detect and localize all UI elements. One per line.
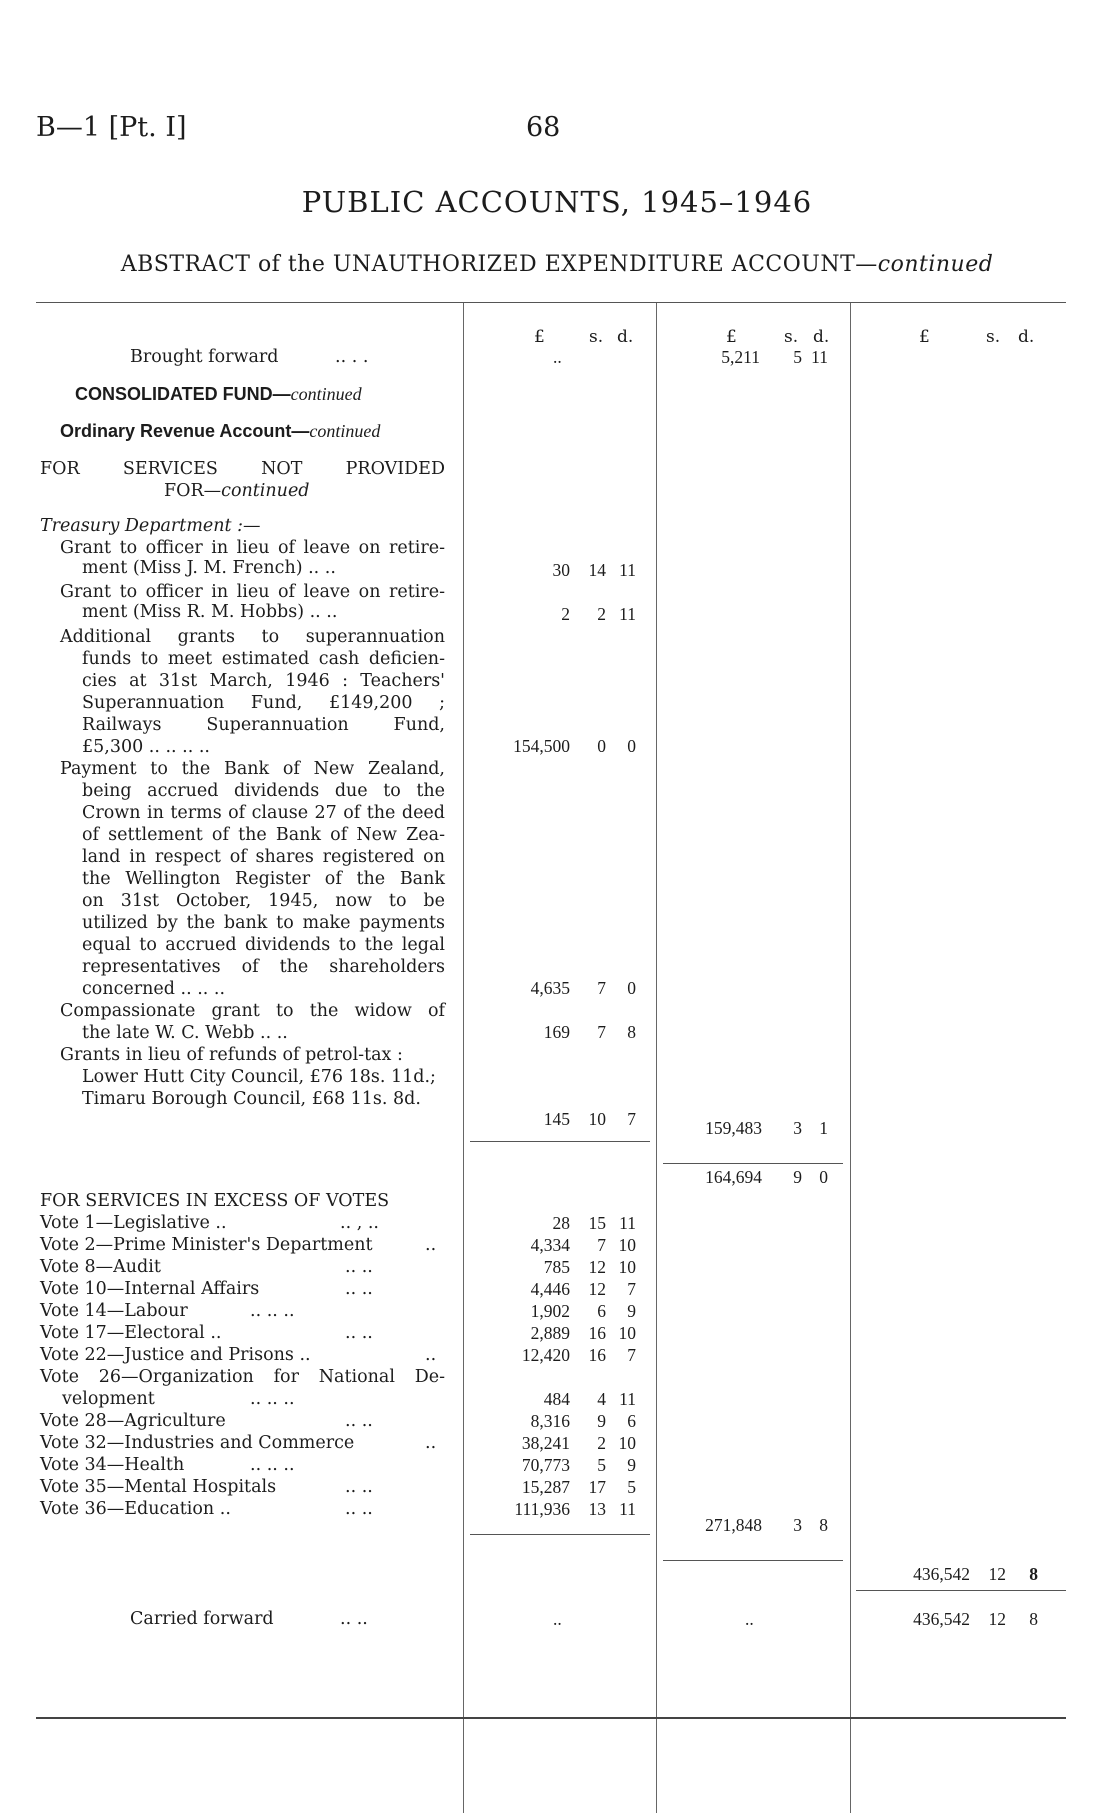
subtitle-main: ABSTRACT of the UNAUTHORIZED EXPENDITURE ACCOUNT— <box>120 252 878 277</box>
vote-total-sum-rule <box>663 1560 843 1561</box>
carried-forward-pence: 8 <box>1029 1609 1038 1629</box>
votes-total-shillings: 3 <box>793 1515 802 1535</box>
fund-heading <box>75 384 362 405</box>
carried-forward-leader: .. .. <box>340 1609 368 1629</box>
col1-pound-header: £ <box>534 327 545 347</box>
item-line: being accrued dividends due to the <box>82 781 445 801</box>
amount-pence: 7 <box>627 1279 636 1299</box>
amount-pence: 9 <box>627 1301 636 1321</box>
amount-pence: 0 <box>627 736 636 756</box>
amount-pence: 7 <box>627 1345 636 1365</box>
vote-label: Vote 1—Legislative .. <box>40 1213 227 1233</box>
item-line: the late W. C. Webb .. .. <box>82 1023 288 1043</box>
item-line: Crown in terms of clause 27 of the deed <box>82 803 445 823</box>
vote-leader: .. .. .. <box>250 1301 295 1321</box>
grand-total-pounds: 436,542 <box>913 1564 970 1584</box>
amount-shillings: 12 <box>588 1257 606 1277</box>
vote-leader: .. <box>425 1433 437 1453</box>
vote-label: Vote 34—Health <box>40 1455 185 1475</box>
vote-label: Vote 35—Mental Hospitals <box>40 1477 277 1497</box>
votes-sum-rule <box>470 1534 650 1535</box>
vote-label: Vote 28—Agriculture <box>40 1411 226 1431</box>
item-line: land in respect of shares registered on <box>82 847 445 867</box>
vote-leader: .. .. <box>345 1279 373 1299</box>
list-item <box>60 1044 445 1110</box>
amount-pence: 11 <box>619 1213 636 1233</box>
column-divider-2 <box>656 303 657 1813</box>
amount-pence: 11 <box>619 604 636 624</box>
amount-pence: 10 <box>618 1323 636 1343</box>
amount-pence: 5 <box>627 1477 636 1497</box>
item-line: Additional grants to superannuation <box>60 627 445 647</box>
amount-shillings: 6 <box>597 1301 606 1321</box>
account-heading-italic: continued <box>309 421 381 441</box>
list-item <box>60 582 445 622</box>
list-item <box>60 758 445 1000</box>
vote-label: Vote 17—Electoral .. <box>40 1323 222 1343</box>
fund-heading-text: CONSOLIDATED FUND— <box>75 384 291 404</box>
item-line: Grant to officer in lieu of leave on retire- <box>60 538 445 558</box>
services-heading-italic: continued <box>221 481 310 501</box>
amount-shillings: 7 <box>597 1022 606 1042</box>
amount-pence: 6 <box>627 1411 636 1431</box>
brought-forward-pounds: 5,211 <box>721 347 760 367</box>
item-line: representatives of the shareholders <box>82 957 445 977</box>
not-provided-total-pence: 0 <box>819 1167 828 1187</box>
grand-total-shillings: 12 <box>988 1564 1006 1584</box>
amount-shillings: 2 <box>597 604 606 624</box>
vote-leader: .. <box>425 1235 437 1255</box>
vote-leader: .. .. <box>345 1257 373 1277</box>
vote-leader: .. .. .. <box>250 1389 295 1409</box>
not-provided-sum-rule <box>663 1163 843 1164</box>
vote-label: Vote 2—Prime Minister's Department <box>40 1235 373 1255</box>
top-rule <box>36 302 1066 303</box>
brought-forward-leader: .. . . <box>335 347 369 367</box>
item-line: cies at 31st March, 1946 : Teachers' <box>82 671 445 691</box>
vote-leader: .. <box>425 1345 437 1365</box>
not-provided-total-shillings: 9 <box>793 1167 802 1187</box>
item-line: Timaru Borough Council, £68 11s. 8d. <box>82 1089 421 1109</box>
amount-pounds: 4,635 <box>530 978 570 998</box>
amount-pence: 11 <box>619 1499 636 1519</box>
item-line: £5,300 .. .. .. .. <box>82 737 210 757</box>
amount-pounds: 154,500 <box>513 736 570 756</box>
page-title: PUBLIC ACCOUNTS, 1945–1946 <box>301 185 813 219</box>
list-item <box>60 538 445 578</box>
item-line: of settlement of the Bank of New Zea- <box>82 825 445 845</box>
amount-pence: 11 <box>619 560 636 580</box>
grand-total-pence: 8 <box>1029 1564 1038 1584</box>
amount-pence: 10 <box>618 1433 636 1453</box>
col1-pence-header: d. <box>617 327 634 347</box>
amount-pounds: 4,446 <box>530 1279 570 1299</box>
item-line: Grants in lieu of refunds of petrol-tax : <box>60 1045 403 1065</box>
amount-pence: 9 <box>627 1455 636 1475</box>
col3-pence-header: d. <box>1018 327 1035 347</box>
item-line: utilized by the bank to make payments <box>82 913 445 933</box>
vote-leader: .. .. <box>345 1411 373 1431</box>
amount-shillings: 14 <box>588 560 606 580</box>
amount-shillings: 2 <box>597 1433 606 1453</box>
vote-leader: .. , .. <box>340 1213 379 1233</box>
amount-pounds: 484 <box>543 1389 570 1409</box>
document-reference: B—1 [Pt. I] <box>36 112 187 143</box>
amount-shillings: 12 <box>588 1279 606 1299</box>
treasury-total-pounds: 159,483 <box>705 1118 762 1138</box>
col2-pence-header: d. <box>813 327 830 347</box>
amount-pounds: 30 <box>552 560 570 580</box>
amount-shillings: 10 <box>588 1109 606 1129</box>
vote-leader: .. .. .. <box>250 1455 295 1475</box>
not-provided-total-pounds: 164,694 <box>705 1167 762 1187</box>
amount-shillings: 5 <box>597 1455 606 1475</box>
treasury-total-pence: 1 <box>819 1118 828 1138</box>
col3-pound-header: £ <box>919 327 930 347</box>
amount-shillings: 16 <box>588 1345 606 1365</box>
item-line: ment (Miss R. M. Hobbs) .. .. <box>82 602 338 622</box>
vote-label: Vote 36—Education .. <box>40 1499 231 1519</box>
item-line: ment (Miss J. M. French) .. .. <box>82 558 336 578</box>
amount-pounds: 111,936 <box>514 1499 570 1519</box>
page-number: 68 <box>526 112 561 143</box>
amount-pounds: 785 <box>543 1257 570 1277</box>
amount-pounds: 8,316 <box>530 1411 570 1431</box>
amount-pounds: 12,420 <box>521 1345 570 1365</box>
amount-pounds: 145 <box>543 1109 570 1129</box>
department-heading: Treasury Department :— <box>40 516 261 536</box>
amount-shillings: 17 <box>588 1477 606 1497</box>
amount-pounds: 169 <box>543 1022 570 1042</box>
bottom-rule <box>36 1717 1066 1719</box>
col1-shilling-header: s. <box>589 327 604 347</box>
amount-pounds: 1,902 <box>530 1301 570 1321</box>
amount-shillings: 7 <box>597 978 606 998</box>
account-heading <box>60 421 380 442</box>
brought-forward-shillings: 5 <box>793 347 802 367</box>
item-line: concerned .. .. .. <box>82 979 226 999</box>
list-item <box>60 1000 445 1044</box>
brought-forward-pence: 11 <box>811 347 828 367</box>
vote-leader: .. .. <box>345 1499 373 1519</box>
amount-pounds: 28 <box>552 1213 570 1233</box>
vote-label: Vote 22—Justice and Prisons .. <box>40 1345 311 1365</box>
list-item <box>60 626 445 758</box>
amount-pounds: 15,287 <box>521 1477 570 1497</box>
amount-pence: 0 <box>627 978 636 998</box>
treasury-sum-rule <box>470 1141 650 1142</box>
services-heading-for: FOR— <box>164 481 222 501</box>
item-line: Lower Hutt City Council, £76 18s. 11d.; <box>82 1067 436 1087</box>
amount-pence: 10 <box>618 1235 636 1255</box>
item-line: Grant to officer in lieu of leave on retire- <box>60 582 445 602</box>
amount-shillings: 16 <box>588 1323 606 1343</box>
item-line: Superannuation Fund, £149,200 ; <box>82 693 445 713</box>
account-heading-text: Ordinary Revenue Account— <box>60 421 310 441</box>
item-line: the Wellington Register of the Bank <box>82 869 445 889</box>
column-divider-1 <box>463 303 464 1813</box>
votes-total-pounds: 271,848 <box>705 1515 762 1535</box>
amount-pounds: 38,241 <box>521 1433 570 1453</box>
amount-pounds: 70,773 <box>521 1455 570 1475</box>
vote-label: Vote 10—Internal Affairs <box>40 1279 260 1299</box>
vote-label: Vote 14—Labour <box>40 1301 188 1321</box>
carried-forward-pounds: 436,542 <box>913 1609 970 1629</box>
votes-total-pence: 8 <box>819 1515 828 1535</box>
item-line: equal to accrued dividends to the legal <box>82 935 445 955</box>
vote-label-continuation: velopment <box>62 1389 155 1409</box>
amount-pence: 7 <box>627 1109 636 1129</box>
col3-shilling-header: s. <box>986 327 1001 347</box>
grand-total-rule <box>856 1590 1066 1591</box>
fund-heading-italic: continued <box>290 384 362 404</box>
amount-pence: 11 <box>619 1389 636 1409</box>
vote-leader: .. .. <box>345 1477 373 1497</box>
vote-label: Vote 8—Audit <box>40 1257 161 1277</box>
item-line: Railways Superannuation Fund, <box>82 715 445 735</box>
page-subtitle <box>0 252 1114 277</box>
amount-pounds: 4,334 <box>530 1235 570 1255</box>
carried-forward-col2: .. <box>745 1609 754 1629</box>
brought-forward-label: Brought forward <box>130 347 279 367</box>
services-heading-line1: FOR SERVICES NOT PROVIDED <box>40 459 445 479</box>
vote-leader: .. .. <box>345 1323 373 1343</box>
col2-shilling-header: s. <box>784 327 799 347</box>
vote-label: Vote 26—Organization for National De- <box>40 1367 445 1387</box>
item-line: funds to meet estimated cash deficien- <box>82 649 445 669</box>
amount-shillings: 9 <box>597 1411 606 1431</box>
vote-label: Vote 32—Industries and Commerce <box>40 1433 355 1453</box>
amount-shillings: 0 <box>597 736 606 756</box>
amount-pence: 8 <box>627 1022 636 1042</box>
amount-shillings: 15 <box>588 1213 606 1233</box>
column-divider-3 <box>850 303 851 1813</box>
col2-pound-header: £ <box>726 327 737 347</box>
item-line: Payment to the Bank of New Zealand, <box>60 759 445 779</box>
treasury-total-shillings: 3 <box>793 1118 802 1138</box>
item-line: on 31st October, 1945, now to be <box>82 891 445 911</box>
amount-pence: 10 <box>618 1257 636 1277</box>
carried-forward-shillings: 12 <box>988 1609 1006 1629</box>
services-heading-line2 <box>164 481 310 501</box>
amount-pounds: 2 <box>561 604 570 624</box>
brought-forward-col1: .. <box>553 347 562 367</box>
carried-forward-col1: .. <box>553 1609 562 1629</box>
excess-votes-heading: FOR SERVICES IN EXCESS OF VOTES <box>40 1191 390 1211</box>
carried-forward-label: Carried forward <box>130 1609 274 1629</box>
subtitle-italic: continued <box>877 252 994 277</box>
amount-shillings: 7 <box>597 1235 606 1255</box>
amount-shillings: 4 <box>597 1389 606 1409</box>
amount-shillings: 13 <box>588 1499 606 1519</box>
amount-pounds: 2,889 <box>530 1323 570 1343</box>
item-line: Compassionate grant to the widow of <box>60 1001 445 1021</box>
